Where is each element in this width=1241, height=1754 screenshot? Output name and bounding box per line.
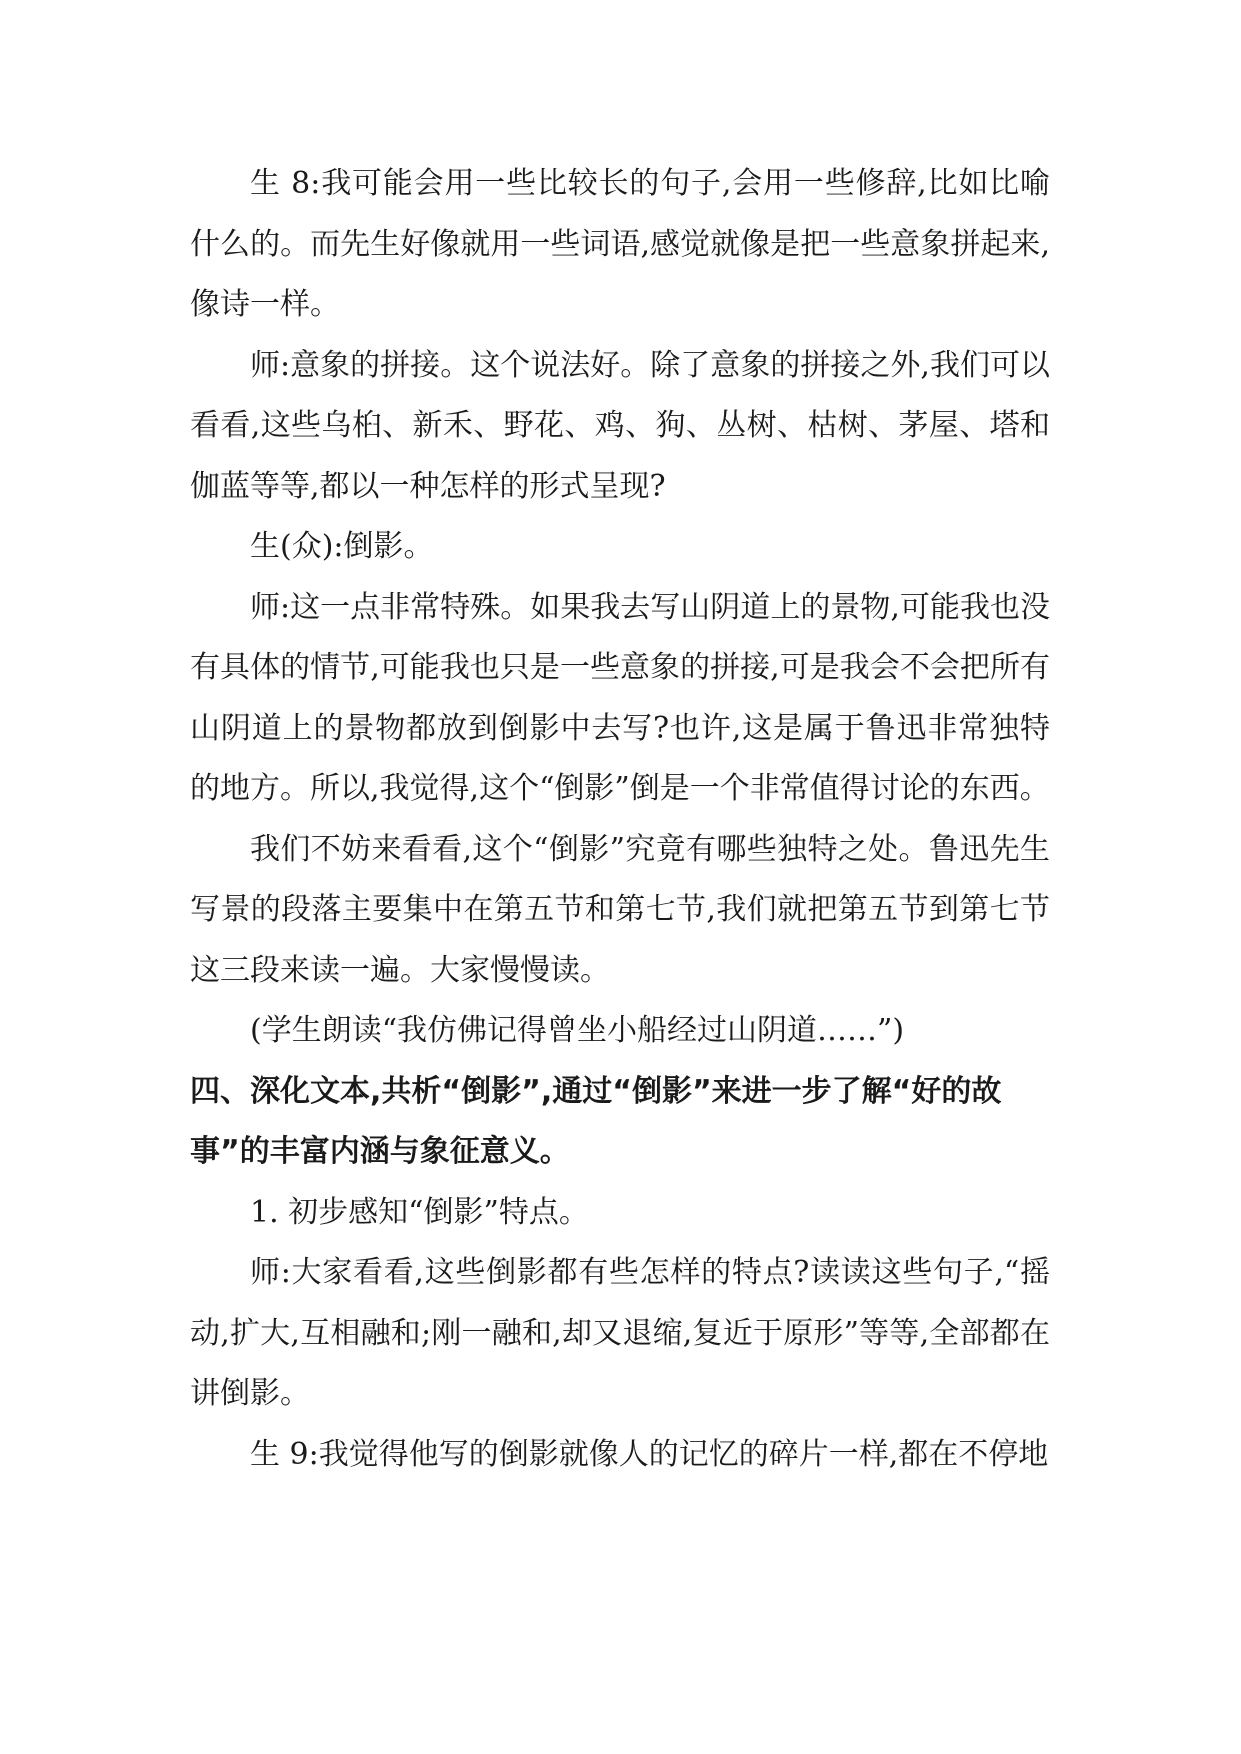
paragraph-teacher-features: 师:大家看看,这些倒影都有些怎样的特点?读读这些句子,“摇动,扩大,互相融和;刚一融和,却又退缩,复近于原形”等等,全部都在讲倒影。 [190, 1255, 1050, 1411]
section-heading: 四、深化文本,共析“倒影”,通过“倒影”来进一步了解“好的故事”的丰富内涵与象征意义。 [190, 1073, 1002, 1169]
paragraph-students-reflection: 生(众):倒影。 [250, 529, 434, 564]
paragraph-step-1: 1. 初步感知“倒影”特点。 [250, 1194, 589, 1230]
paragraph-student-8: 生 8:我可能会用一些比较长的句子,会用一些修辞,比如比喻什么的。而先生好像就用一些词语,感觉就像是把一些意象拼起来,像诗一样。 [190, 166, 1050, 322]
paragraph-student-9: 生 9:我觉得他写的倒影就像人的记忆的碎片一样,都在不停地 [250, 1436, 1049, 1472]
paragraph-teacher-special: 师:这一点非常特殊。如果我去写山阴道上的景物,可能我也没有具体的情节,可能我也只是一些意象的拼接,可是我会不会把所有山阴道上的景物都放到倒影中去写?也许,这是属于鲁迅非常独特的地方。所以,我觉得,这个“倒影”倒是一个非常值得讨论的东西。 [190, 589, 1050, 806]
paragraph-students-reading: (学生朗读“我仿佛记得曾坐小船经过山阴道……”) [250, 1013, 905, 1048]
paragraph-teacher-reading-instruction: 我们不妨来看看,这个“倒影”究竟有哪些独特之处。鲁迅先生写景的段落主要集中在第五节和第七节,我们就把第五节到第七节这三段来读一遍。大家慢慢读。 [190, 831, 1050, 988]
paragraph-teacher-image-splicing: 师:意象的拼接。这个说法好。除了意象的拼接之外,我们可以看看,这些乌桕、新禾、野花、鸡、狗、丛树、枯树、茅屋、塔和伽蓝等等,都以一种怎样的形式呈现? [190, 347, 1050, 504]
document-body [190, 154, 1050, 1485]
